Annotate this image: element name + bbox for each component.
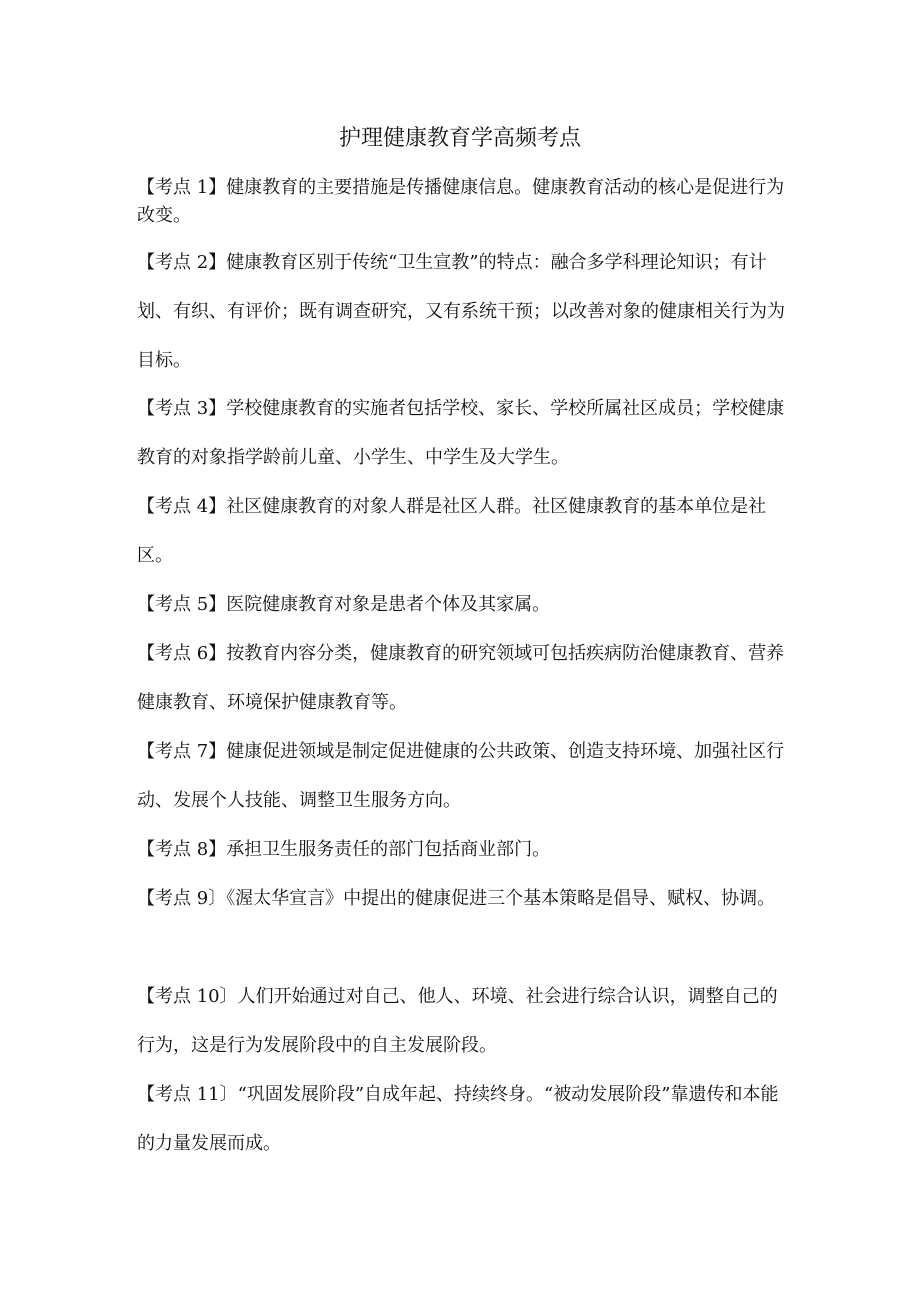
exam-point-label: 【考点 10〕 (137, 986, 238, 1007)
exam-point-8 (137, 825, 787, 874)
exam-point-label: 【考点 3】 (137, 398, 227, 419)
exam-point-text: 按教育内容分类，健康教育的研究领域可包括疾病防治健康教育、营养健康教育、环境保护健康教育等。 (137, 643, 785, 713)
exam-point-label: 【考点 2】 (137, 252, 227, 273)
exam-point-text: 学校健康教育的实施者包括学校、家长、学校所属社区成员；学校健康教育的对象指学龄前儿童、小学生、中学生及大学生。 (137, 398, 785, 468)
document-title: 护理健康教育学高频考点 (338, 126, 581, 151)
exam-point-text: “巩固发展阶段”自成年起、持续终身。“被动发展阶段”靠遗传和本能的力量发展而成。 (137, 1084, 779, 1154)
exam-point-5 (137, 580, 787, 629)
exam-point-6 (137, 629, 787, 727)
exam-point-text: 《渥太华宣言》中提出的健康促进三个基本策略是倡导、赋权、协调。 (226, 888, 776, 909)
exam-point-10 (137, 972, 787, 1070)
exam-point-text: 健康教育的主要措施是传播健康信息。健康教育活动的核心是促进行为改变。 (137, 177, 785, 226)
exam-point-text: 社区健康教育的对象人群是社区人群。社区健康教育的基本单位是社区。 (137, 496, 767, 566)
exam-point-2 (137, 238, 787, 385)
exam-point-label: 【考点 8】 (137, 839, 227, 860)
exam-point-label: 【考点 5】 (137, 594, 227, 615)
exam-point-label: 【考点 11〕 (137, 1084, 238, 1105)
exam-point-text: 人们开始通过对自己、他人、环境、社会进行综合认识，调整自己的行为，这是行为发展阶段中的自主发展阶段。 (137, 986, 778, 1056)
exam-point-text: 健康促进领域是制定促进健康的公共政策、创造支持环境、加强社区行动、发展个人技能、调整卫生服务方向。 (137, 741, 785, 811)
exam-point-11 (137, 1070, 787, 1168)
exam-point-4 (137, 482, 787, 580)
exam-point-label: 【考点 9〕 (137, 888, 227, 909)
exam-point-1 (137, 174, 787, 230)
exam-point-7 (137, 727, 787, 825)
exam-point-text: 承担卫生服务责任的部门包括商业部门。 (226, 839, 551, 860)
exam-point-text: 健康教育区别于传统“卫生宣教”的特点：融合多学科理论知识；有计划、有织、有评价；既有调查研究，又有系统干预；以改善对象的健康相关行为为目标。 (137, 252, 785, 371)
exam-point-label: 【考点 7】 (137, 741, 227, 762)
exam-point-label: 【考点 6】 (137, 643, 227, 664)
exam-point-label: 【考点 4】 (137, 496, 227, 517)
exam-point-label: 【考点 1】 (137, 177, 227, 198)
exam-point-3 (137, 384, 787, 482)
exam-point-text: 医院健康教育对象是患者个体及其家属。 (226, 594, 551, 615)
exam-point-9 (137, 874, 787, 923)
